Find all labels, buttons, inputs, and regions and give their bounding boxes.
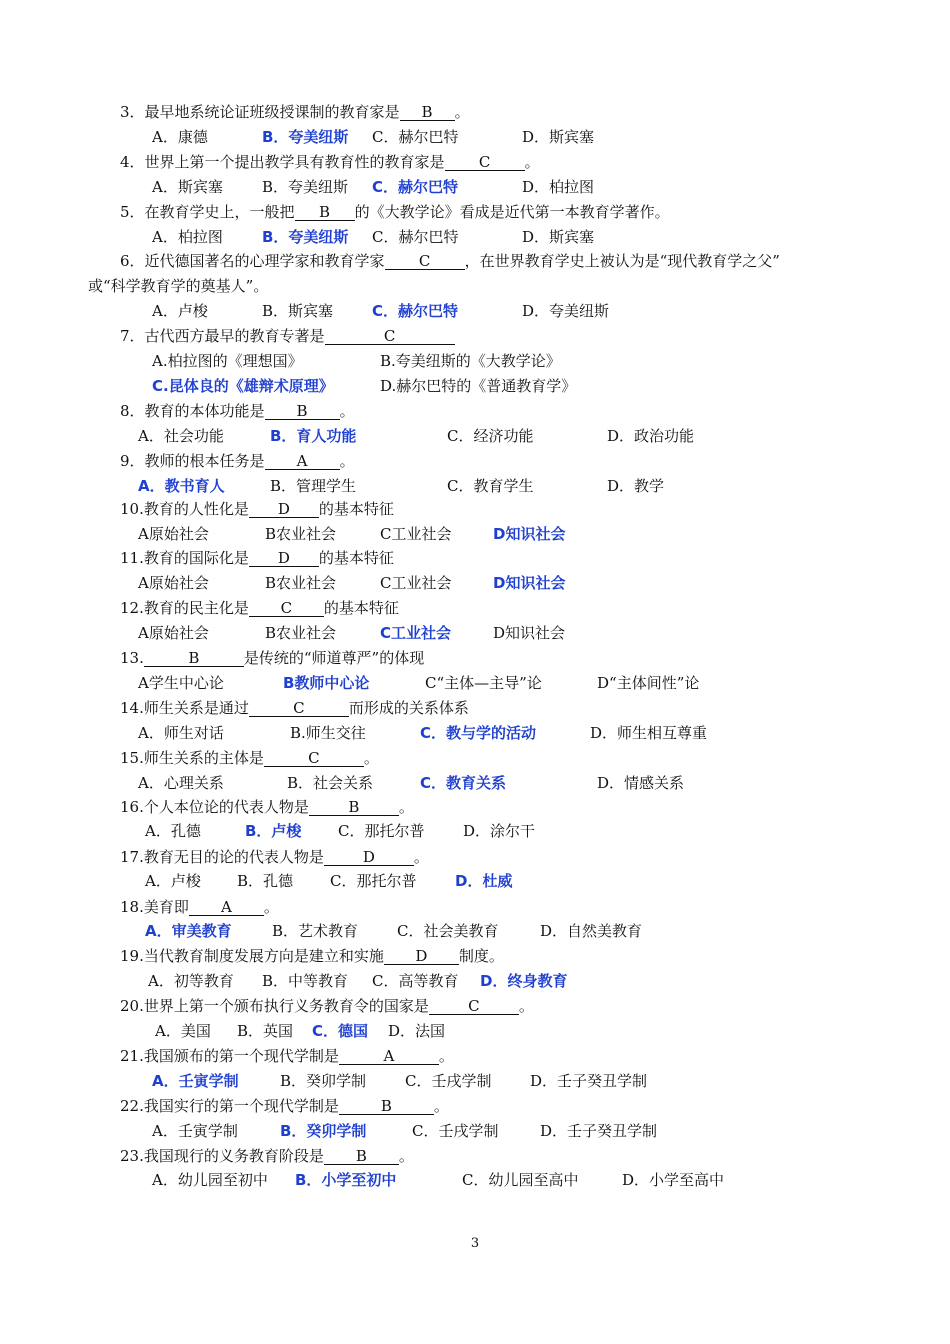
correct-option: C．德国	[312, 1022, 369, 1040]
question-text-tail: 的基本特征	[318, 500, 394, 518]
question-number: 14.	[120, 699, 144, 717]
answer-blank: D	[249, 550, 319, 567]
correct-option: C．赫尔巴特	[372, 302, 459, 320]
option: D．自然美教育	[540, 922, 643, 940]
question-text-tail: 。	[413, 848, 429, 866]
question-text-tail: 。	[518, 997, 534, 1015]
question-text: 世界上第一个颁布执行义务教育令的国家是	[143, 997, 429, 1015]
option: D．教学	[607, 477, 665, 495]
correct-option: C．赫尔巴特	[372, 178, 459, 196]
page-number: 3	[470, 1236, 480, 1251]
question-number: 11.	[120, 549, 144, 567]
option: B．孔德	[237, 872, 294, 890]
option: B．英国	[237, 1022, 294, 1040]
question-text: 在教育学史上，一般把	[144, 203, 295, 221]
option: A学生中心论	[138, 674, 224, 692]
question-number: 4．	[120, 153, 145, 171]
question-text: 教育的本体功能是	[144, 402, 265, 420]
option: D．政治功能	[607, 427, 695, 445]
option: C．壬戌学制	[412, 1122, 499, 1140]
option: D．小学至高中	[622, 1171, 725, 1189]
answer-blank: A	[339, 1048, 439, 1065]
option: D．情感关系	[597, 774, 685, 792]
question-text-tail: 。	[339, 452, 355, 470]
option: C．那托尔普	[338, 822, 425, 840]
option: A原始社会	[138, 525, 209, 543]
question-stem	[120, 452, 355, 470]
answer-blank: C	[325, 328, 455, 345]
option: A．孔德	[145, 822, 201, 840]
answer-blank: A	[189, 899, 264, 916]
option: A．斯宾塞	[152, 178, 223, 196]
correct-option: D知识社会	[493, 574, 566, 592]
question-number: 22.	[120, 1097, 144, 1115]
option: D．师生相互尊重	[590, 724, 708, 742]
question-number: 15.	[120, 749, 144, 767]
option: D．斯宾塞	[522, 228, 595, 246]
option: A．初等教育	[148, 972, 234, 990]
option: B农业社会	[265, 624, 337, 642]
question-text-tail: 制度。	[458, 947, 504, 965]
option: D．壬子癸丑学制	[540, 1122, 658, 1140]
question-number: 10.	[120, 500, 144, 518]
option: B．癸卯学制	[280, 1072, 367, 1090]
answer-blank: C	[445, 154, 525, 171]
question-text: 教师的根本任务是	[144, 452, 265, 470]
question-text: 古代西方最早的教育专著是	[144, 327, 325, 345]
option: C．高等教育	[372, 972, 459, 990]
option: B．斯宾塞	[262, 302, 334, 320]
correct-option: B．夸美纽斯	[262, 128, 349, 146]
correct-option: A．教书育人	[138, 477, 225, 495]
question-text-tail: 。	[524, 153, 540, 171]
option: A原始社会	[138, 624, 209, 642]
option: B农业社会	[265, 574, 337, 592]
correct-option: B．小学至初中	[295, 1171, 397, 1189]
question-stem	[120, 599, 399, 617]
option: B．艺术教育	[272, 922, 359, 940]
option: A．心理关系	[138, 774, 224, 792]
question-text-tail: 的基本特征	[323, 599, 399, 617]
question-number: 17.	[120, 848, 144, 866]
correct-option: D知识社会	[493, 525, 566, 543]
question-text: 教育的民主化是	[143, 599, 249, 617]
correct-option: C.昆体良的《雄辩术原理》	[152, 377, 334, 395]
question-text-tail: 。	[398, 1147, 414, 1165]
question-text: 师生关系是通过	[143, 699, 249, 717]
question-number: 16.	[120, 798, 144, 816]
question-stem	[120, 1147, 414, 1165]
option: C．赫尔巴特	[372, 228, 459, 246]
option: D．壬子癸丑学制	[530, 1072, 648, 1090]
option: A原始社会	[138, 574, 209, 592]
option: D．柏拉图	[522, 178, 595, 196]
question-text: 我国实行的第一个现代学制是	[143, 1097, 339, 1115]
question-text-tail: 。	[263, 898, 279, 916]
question-stem	[120, 699, 469, 717]
correct-option: D．杜威	[455, 872, 513, 890]
question-text: 近代德国著名的心理学家和教育学家	[144, 252, 385, 270]
option: A．壬寅学制	[152, 1122, 238, 1140]
correct-option: C．教与学的活动	[420, 724, 537, 742]
option: D．夸美纽斯	[522, 302, 610, 320]
correct-option: D．终身教育	[480, 972, 568, 990]
option: D“主体间性”论	[597, 674, 700, 692]
option: A.柏拉图的《理想国》	[152, 352, 303, 370]
question-number: 18.	[120, 898, 144, 916]
correct-option: B．育人功能	[270, 427, 357, 445]
question-text: 师生关系的主体是	[143, 749, 264, 767]
option: B.师生交往	[290, 724, 366, 742]
question-text: 个人本位论的代表人物是	[143, 798, 309, 816]
option: B.夸美纽斯的《大教学论》	[380, 352, 561, 370]
answer-blank: B	[324, 1148, 399, 1165]
question-text-tail: 的《大教学论》看成是近代第一本教育学著作。	[354, 203, 670, 221]
question-stem	[120, 327, 455, 345]
correct-option: C工业社会	[380, 624, 452, 642]
question-stem	[120, 947, 504, 965]
answer-blank: C	[249, 600, 324, 617]
option: C．经济功能	[447, 427, 534, 445]
question-number: 20.	[120, 997, 144, 1015]
question-text-continued: 或“科学教育学的奠基人”。	[88, 277, 269, 295]
question-text-tail: ，在世界教育学史上被认为是“现代教育学之父”	[464, 252, 780, 270]
answer-blank: B	[309, 799, 399, 816]
question-text-tail: 。	[454, 103, 470, 121]
question-number: 6．	[120, 252, 145, 270]
option: A．美国	[155, 1022, 211, 1040]
answer-blank: C	[249, 700, 349, 717]
question-number: 19.	[120, 947, 144, 965]
answer-blank: B	[265, 403, 340, 420]
option: B．中等教育	[262, 972, 349, 990]
option: C工业社会	[380, 525, 452, 543]
question-stem	[120, 1047, 454, 1065]
question-stem	[120, 898, 279, 916]
question-stem	[120, 798, 414, 816]
question-text: 最早地系统论证班级授课制的教育家是	[144, 103, 400, 121]
question-text: 美育即	[143, 898, 189, 916]
question-stem	[120, 848, 429, 866]
question-text: 我国现行的义务教育阶段是	[143, 1147, 324, 1165]
question-stem	[120, 203, 670, 221]
question-text: 教育的国际化是	[143, 549, 249, 567]
question-stem	[120, 1097, 449, 1115]
option: B．夸美纽斯	[262, 178, 349, 196]
correct-option: A．壬寅学制	[152, 1072, 239, 1090]
question-number: 8．	[120, 402, 145, 420]
option: C．幼儿园至高中	[462, 1171, 579, 1189]
option: A．师生对话	[138, 724, 224, 742]
option: B．管理学生	[270, 477, 357, 495]
option: C．赫尔巴特	[372, 128, 459, 146]
question-text-tail: 。	[438, 1047, 454, 1065]
option: C．壬戌学制	[405, 1072, 492, 1090]
correct-option: B．夸美纽斯	[262, 228, 349, 246]
question-text-tail: 。	[339, 402, 355, 420]
answer-blank: D	[249, 501, 319, 518]
correct-option: B．卢梭	[245, 822, 302, 840]
question-number: 7．	[120, 327, 145, 345]
answer-blank: B	[339, 1098, 434, 1115]
question-stem	[120, 252, 780, 270]
question-stem	[120, 649, 424, 667]
question-text-tail: 。	[363, 749, 379, 767]
answer-blank: D	[324, 849, 414, 866]
question-text: 教育无目的论的代表人物是	[143, 848, 324, 866]
option: A．康德	[152, 128, 208, 146]
option: A．卢梭	[152, 302, 208, 320]
option: C工业社会	[380, 574, 452, 592]
option: B农业社会	[265, 525, 337, 543]
option: A．柏拉图	[152, 228, 223, 246]
answer-blank: D	[384, 948, 459, 965]
question-number: 5．	[120, 203, 145, 221]
answer-blank: C	[264, 750, 364, 767]
question-stem	[120, 749, 379, 767]
question-text: 当代教育制度发展方向是建立和实施	[143, 947, 384, 965]
question-number: 9．	[120, 452, 145, 470]
option: A．社会功能	[138, 427, 224, 445]
option: D.赫尔巴特的《普通教育学》	[380, 377, 577, 395]
option: C．那托尔普	[330, 872, 417, 890]
question-text-tail: 。	[398, 798, 414, 816]
answer-blank: A	[265, 453, 340, 470]
question-text: 世界上第一个提出教学具有教育性的教育家是	[144, 153, 445, 171]
answer-blank: B	[144, 650, 244, 667]
option: D知识社会	[493, 624, 566, 642]
question-text-tail: 。	[433, 1097, 449, 1115]
question-text: 我国颁布的第一个现代学制是	[143, 1047, 339, 1065]
correct-option: A．审美教育	[145, 922, 232, 940]
answer-blank: C	[429, 998, 519, 1015]
question-number: 12.	[120, 599, 144, 617]
option: D．斯宾塞	[522, 128, 595, 146]
option: D．涂尔干	[463, 822, 536, 840]
question-stem	[120, 997, 534, 1015]
option: A．卢梭	[145, 872, 201, 890]
question-number: 23.	[120, 1147, 144, 1165]
option: C．社会美教育	[397, 922, 499, 940]
question-number: 21.	[120, 1047, 144, 1065]
option: C“主体—主导”论	[425, 674, 542, 692]
question-text: 教育的人性化是	[143, 500, 249, 518]
correct-option: C．教育关系	[420, 774, 507, 792]
question-stem	[120, 500, 394, 518]
question-stem	[120, 549, 394, 567]
question-stem	[120, 402, 355, 420]
correct-option: B．癸卯学制	[280, 1122, 367, 1140]
question-stem	[120, 153, 540, 171]
option: C．教育学生	[447, 477, 534, 495]
correct-option: B教师中心论	[283, 674, 370, 692]
option: B．社会关系	[287, 774, 374, 792]
option: D．法国	[388, 1022, 446, 1040]
question-text-tail: 的基本特征	[318, 549, 394, 567]
question-stem	[120, 103, 470, 121]
option: A．幼儿园至初中	[152, 1171, 268, 1189]
answer-blank: B	[295, 204, 355, 221]
question-number: 3．	[120, 103, 145, 121]
answer-blank: C	[385, 253, 465, 270]
question-text-tail: 而形成的关系体系	[348, 699, 469, 717]
question-text-tail: 是传统的“师道尊严”的体现	[243, 649, 425, 667]
question-number: 13.	[120, 649, 144, 667]
answer-blank: B	[400, 104, 455, 121]
